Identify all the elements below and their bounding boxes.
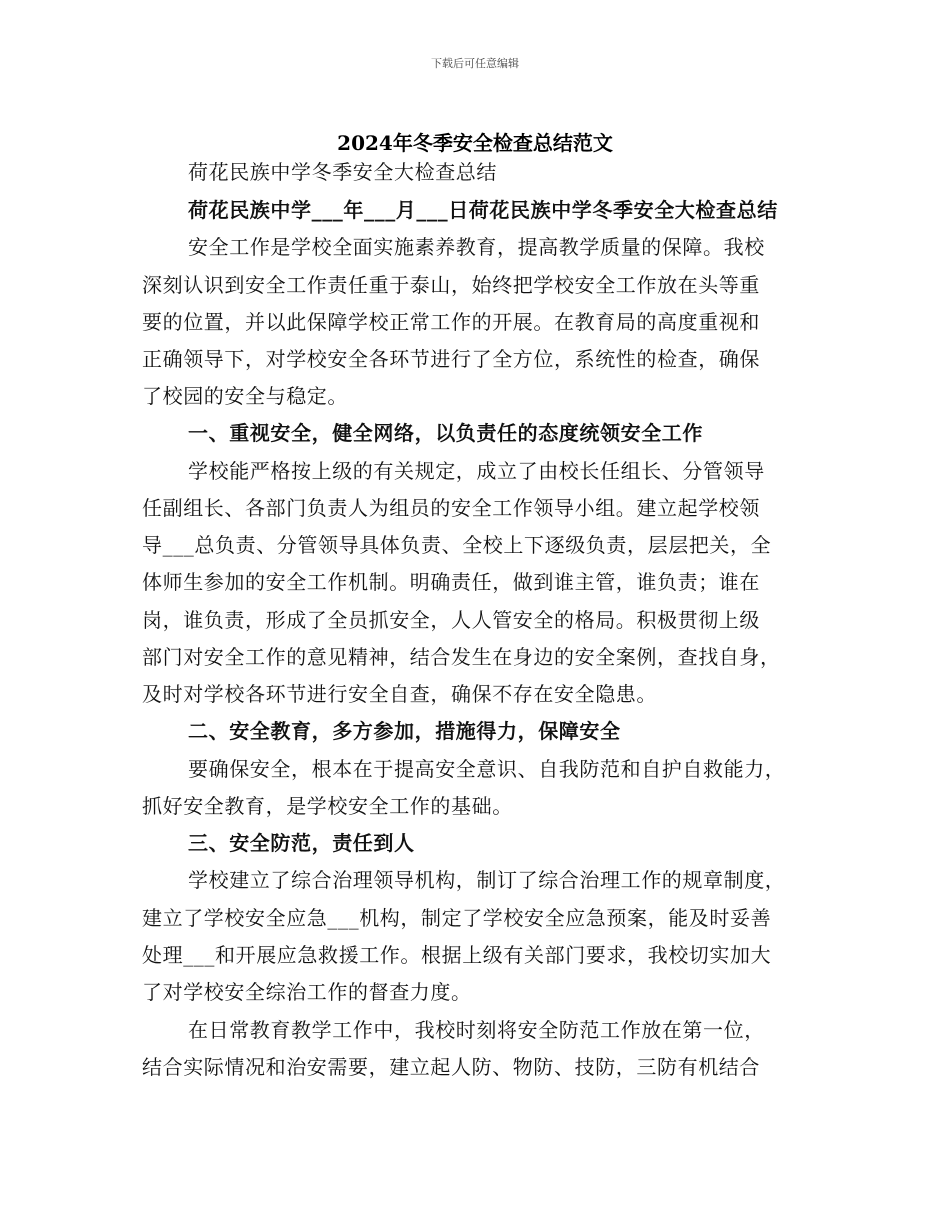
paragraph-line: 学校建立了综合治理领导机构，制订了综合治理工作的规章制度， (188, 868, 786, 892)
paragraph-line: 荷花民族中学冬季安全大检查总结 (188, 160, 497, 184)
paragraph-line: 要的位置，并以此保障学校正常工作的开展。在教育局的高度重视和 (142, 310, 760, 334)
paragraph-line: 部门对安全工作的意见精神，结合发生在身边的安全案例，查找自身， (142, 645, 781, 669)
section-heading-line: 三、安全防范，责任到人 (188, 831, 415, 855)
paragraph-line: 安全工作是学校全面实施素养教育，提高教学质量的保障。我校 (188, 235, 765, 259)
paragraph-line: 任副组长、各部门负责人为组员的安全工作领导小组。建立起学校领 (142, 496, 760, 520)
paragraph-line: 导___总负责、分管领导具体负责、全校上下逐级负责，层层把关，全 (142, 533, 772, 557)
paragraph-line: 体师生参加的安全工作机制。明确责任，做到谁主管，谁负责；谁在 (142, 570, 760, 594)
paragraph-line: 结合实际情况和治安需要，建立起人防、物防、技防，三防有机结合 (142, 1055, 760, 1079)
section-heading-line: 一、重视安全，健全网络，以负责任的态度统领安全工作 (188, 421, 703, 445)
paragraph-line: 建立了学校安全应急___机构，制定了学校安全应急预案，能及时妥善 (142, 906, 772, 930)
paragraph-line: 处理___和开展应急救援工作。根据上级有关部门要求，我校切实加大 (142, 943, 772, 967)
paragraph-line: 了校园的安全与稳定。 (142, 384, 348, 408)
document-title: 2024年冬季安全检查总结范文 (337, 131, 613, 155)
paragraph-line: 在日常教育教学工作中，我校时刻将安全防范工作放在第一位， (188, 1018, 765, 1042)
paragraph-line: 深刻认识到安全工作责任重于泰山，始终把学校安全工作放在头等重 (142, 273, 760, 297)
paragraph-line: 学校能严格按上级的有关规定，成立了由校长任组长、分管领导 (188, 459, 765, 483)
header-note: 下载后可任意编辑 (431, 57, 519, 70)
paragraph-line: 岗，谁负责，形成了全员抓安全，人人管安全的格局。积极贯彻上级 (142, 608, 760, 632)
section-heading-line: 二、安全教育，多方参加，措施得力，保障安全 (188, 719, 621, 743)
paragraph-line: 正确领导下，对学校安全各环节进行了全方位，系统性的检查，确保 (142, 347, 760, 371)
section-heading-line: 荷花民族中学___年___月___日荷花民族中学冬季安全大检查总结 (188, 198, 778, 222)
paragraph-line: 要确保安全，根本在于提高安全意识、自我防范和自护自救能力， (188, 757, 786, 781)
paragraph-line: 了对学校安全综治工作的督查力度。 (142, 980, 472, 1004)
paragraph-line: 抓好安全教育，是学校安全工作的基础。 (142, 794, 513, 818)
paragraph-line: 及时对学校各环节进行安全自查，确保不存在安全隐患。 (142, 682, 657, 706)
